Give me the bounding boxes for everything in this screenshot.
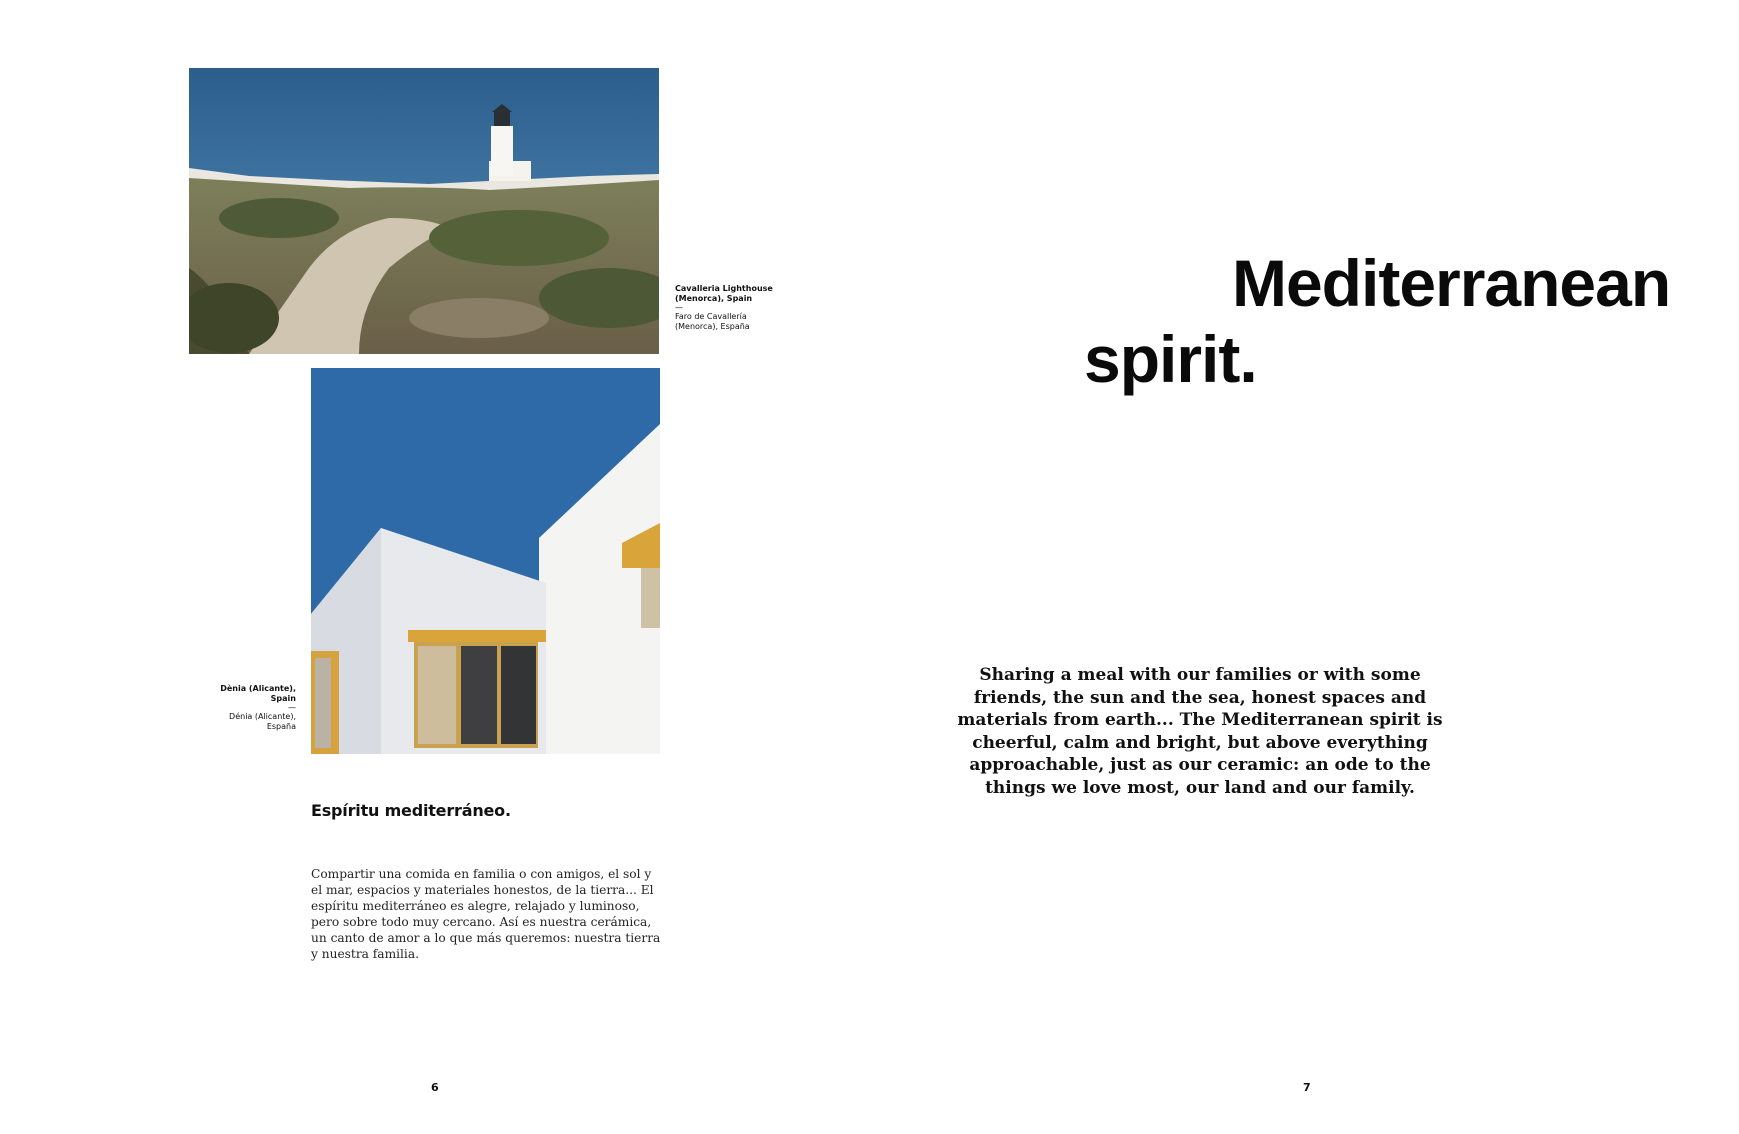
headline-line-2: spirit. — [1084, 322, 1257, 396]
page-number-right: 7 — [1303, 1081, 1311, 1094]
caption-dash: — — [675, 303, 683, 312]
spanish-title: Espíritu mediterráneo. — [311, 801, 511, 820]
white-building-photo — [311, 368, 660, 754]
spanish-body-text: Compartir una comida en familia o con amigos, el sol y el mar, espacios y materiales honestos, de la tierra... El espíritu mediterráneo es alegre, relajado y luminoso, pero sobre todo muy cercano. Así es nuestra cerámica, un canto de amor a lo que más queremos: nuestra tierra y nuestra familia. — [311, 867, 661, 961]
english-body-text: Sharing a meal with our families or with some friends, the sun and the sea, honest spaces and materials from earth... The Mediterranean spirit is cheerful, calm and bright, but above everything approachable, just as our ceramic: an ode to the things we love most, our land and our family. — [957, 665, 1443, 798]
caption-english: Dènia (Alicante), Spain — [220, 684, 296, 703]
caption-dash: — — [288, 703, 296, 712]
caption-english: Cavalleria Lighthouse (Menorca), Spain — [675, 284, 773, 303]
caption-spanish: Dénia (Alicante), España — [229, 712, 296, 731]
page-number-left: 6 — [431, 1081, 439, 1094]
building-caption — [200, 684, 296, 732]
right-page — [869, 0, 1739, 1134]
lighthouse-photo — [189, 68, 659, 354]
caption-spanish: Faro de Cavallería (Menorca), España — [675, 312, 750, 331]
lighthouse-caption — [675, 284, 785, 332]
headline-line-1: Mediterranean — [1232, 246, 1671, 320]
